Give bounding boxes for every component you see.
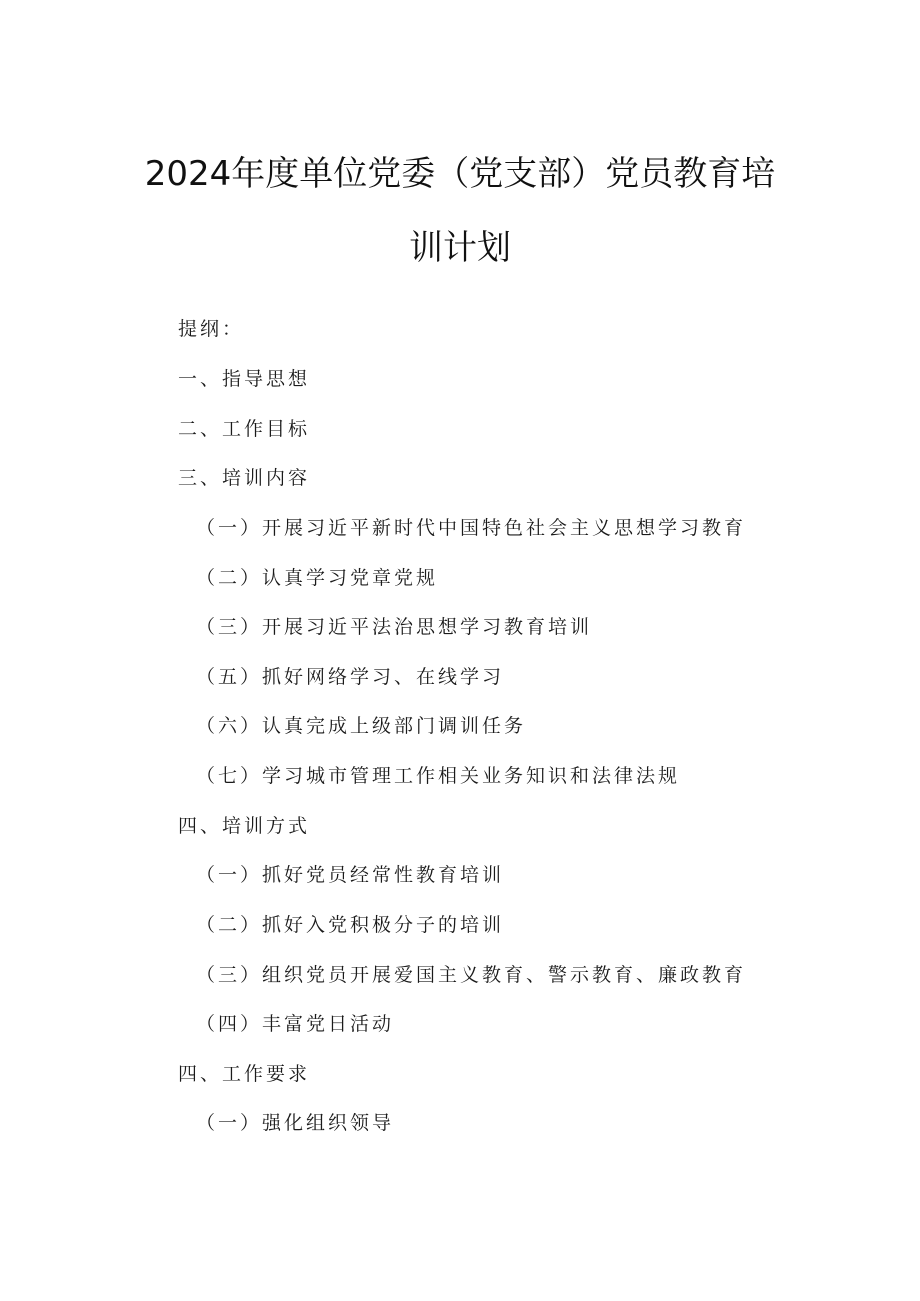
outline-item: 三、培训内容 [178,467,311,489]
outline-subitem: （六）认真完成上级部门调训任务 [196,715,527,737]
outline-subitem: （一）开展习近平新时代中国特色社会主义思想学习教育 [196,517,747,539]
outline-subitem: （一）强化组织领导 [196,1112,395,1134]
outline-subitem: （三）开展习近平法治思想学习教育培训 [196,616,593,638]
outline-subitem: （三）组织党员开展爱国主义教育、警示教育、廉政教育 [196,964,747,986]
outline-label: 提纲： [178,318,245,340]
document-title-line-2: 训计划 [409,228,511,268]
outline-item: 四、培训方式 [178,815,311,837]
document-title-line-1: 2024年度单位党委（党支部）党员教育培 [144,154,776,194]
outline-item: 一、指导思想 [178,368,311,390]
outline-item: 二、工作目标 [178,418,311,440]
outline-subitem: （四）丰富党日活动 [196,1013,395,1035]
outline-subitem: （一）抓好党员经常性教育培训 [196,864,505,886]
outline-subitem: （二）抓好入党积极分子的培训 [196,914,505,936]
outline-subitem: （七）学习城市管理工作相关业务知识和法律法规 [196,765,681,787]
outline-subitem: （二）认真学习党章党规 [196,567,439,589]
outline-subitem: （五）抓好网络学习、在线学习 [196,666,505,688]
outline-item: 四、工作要求 [178,1063,311,1085]
